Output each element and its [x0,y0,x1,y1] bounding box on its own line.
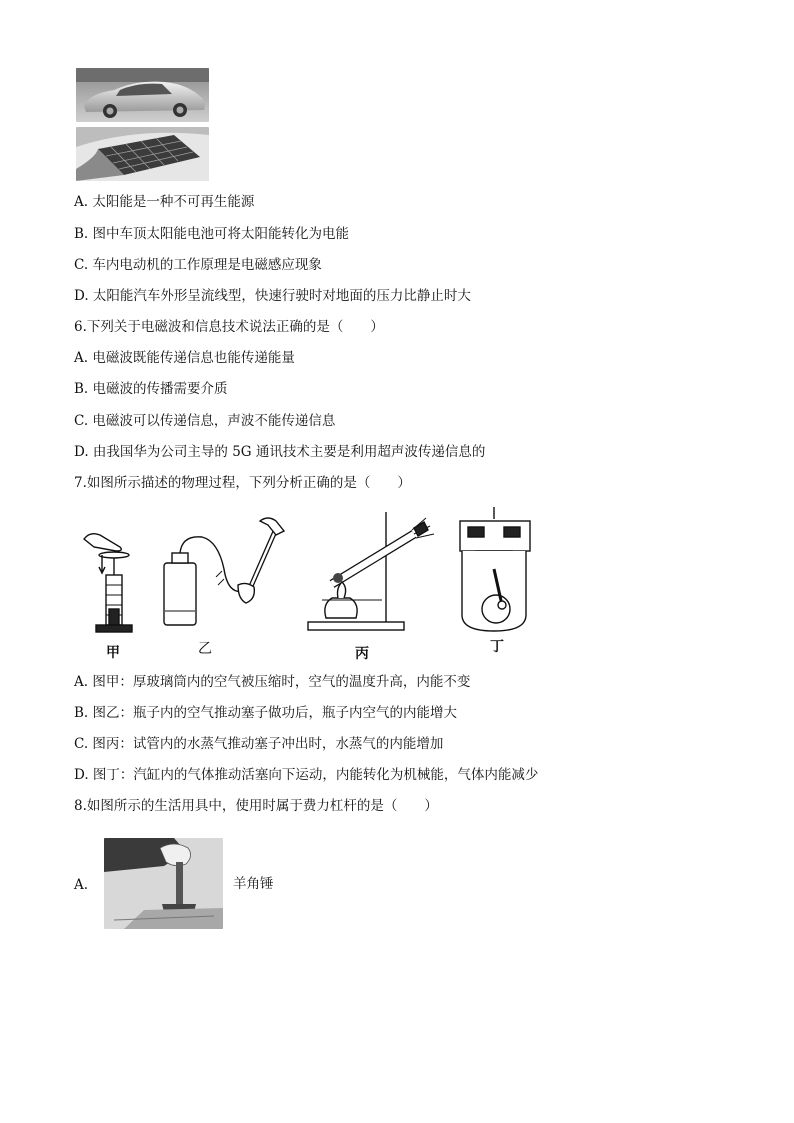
q7-option-a: A. 图甲：厚玻璃筒内的空气被压缩时，空气的温度升高，内能不变 [74,674,471,690]
q5-option-b: B. 图中车顶太阳能电池可将太阳能转化为电能 [74,226,350,242]
q7-stem: 7.如图所示描述的物理过程，下列分析正确的是（ ） [74,475,411,491]
q7-option-b: B. 图乙：瓶子内的空气推动塞子做功后，瓶子内空气的内能增大 [74,705,458,721]
figure-label-jia: 甲 [106,645,120,661]
q6-option-a: A. 电磁波既能传递信息也能传递能量 [74,350,295,366]
figure-bing-test-tube-stand [302,508,442,636]
figure-yi-bottle-pump [158,515,288,635]
claw-hammer-photo [104,838,223,929]
q6-option-b: B. 电磁波的传播需要介质 [74,381,228,397]
q6-stem: 6.下列关于电磁波和信息技术说法正确的是（ ） [74,319,384,335]
solar-roof-photo [76,127,209,181]
figure-label-ding: 丁 [490,639,504,655]
q7-option-d: D. 图丁：汽缸内的气体推动活塞向下运动，内能转化为机械能，气体内能减少 [74,767,539,783]
q7-option-c: C. 图丙：试管内的水蒸气推动塞子冲出时，水蒸气的内能增加 [74,736,444,752]
figure-ding-engine-cylinder [456,505,534,635]
q6-option-d: D. 由我国华为公司主导的 5G 通讯技术主要是利用超声波传递信息的 [74,444,486,460]
q8-option-a-letter: A. [74,877,89,893]
figure-label-yi: 乙 [198,641,212,657]
q5-option-d: D. 太阳能汽车外形呈流线型，快速行驶时对地面的压力比静止时大 [74,288,471,304]
q6-option-c: C. 电磁波可以传递信息，声波不能传递信息 [74,413,336,429]
q5-option-a: A. 太阳能是一种不可再生能源 [74,194,255,210]
figure-label-bing: 丙 [355,646,369,662]
q5-option-c: C. 车内电动机的工作原理是电磁感应现象 [74,257,322,273]
q8-stem: 8.如图所示的生活用具中，使用时属于费力杠杆的是（ ） [74,798,438,814]
q8-option-a-label: 羊角锤 [233,876,274,892]
figure-jia-compression-cylinder [76,525,148,637]
car-photo [76,68,209,122]
